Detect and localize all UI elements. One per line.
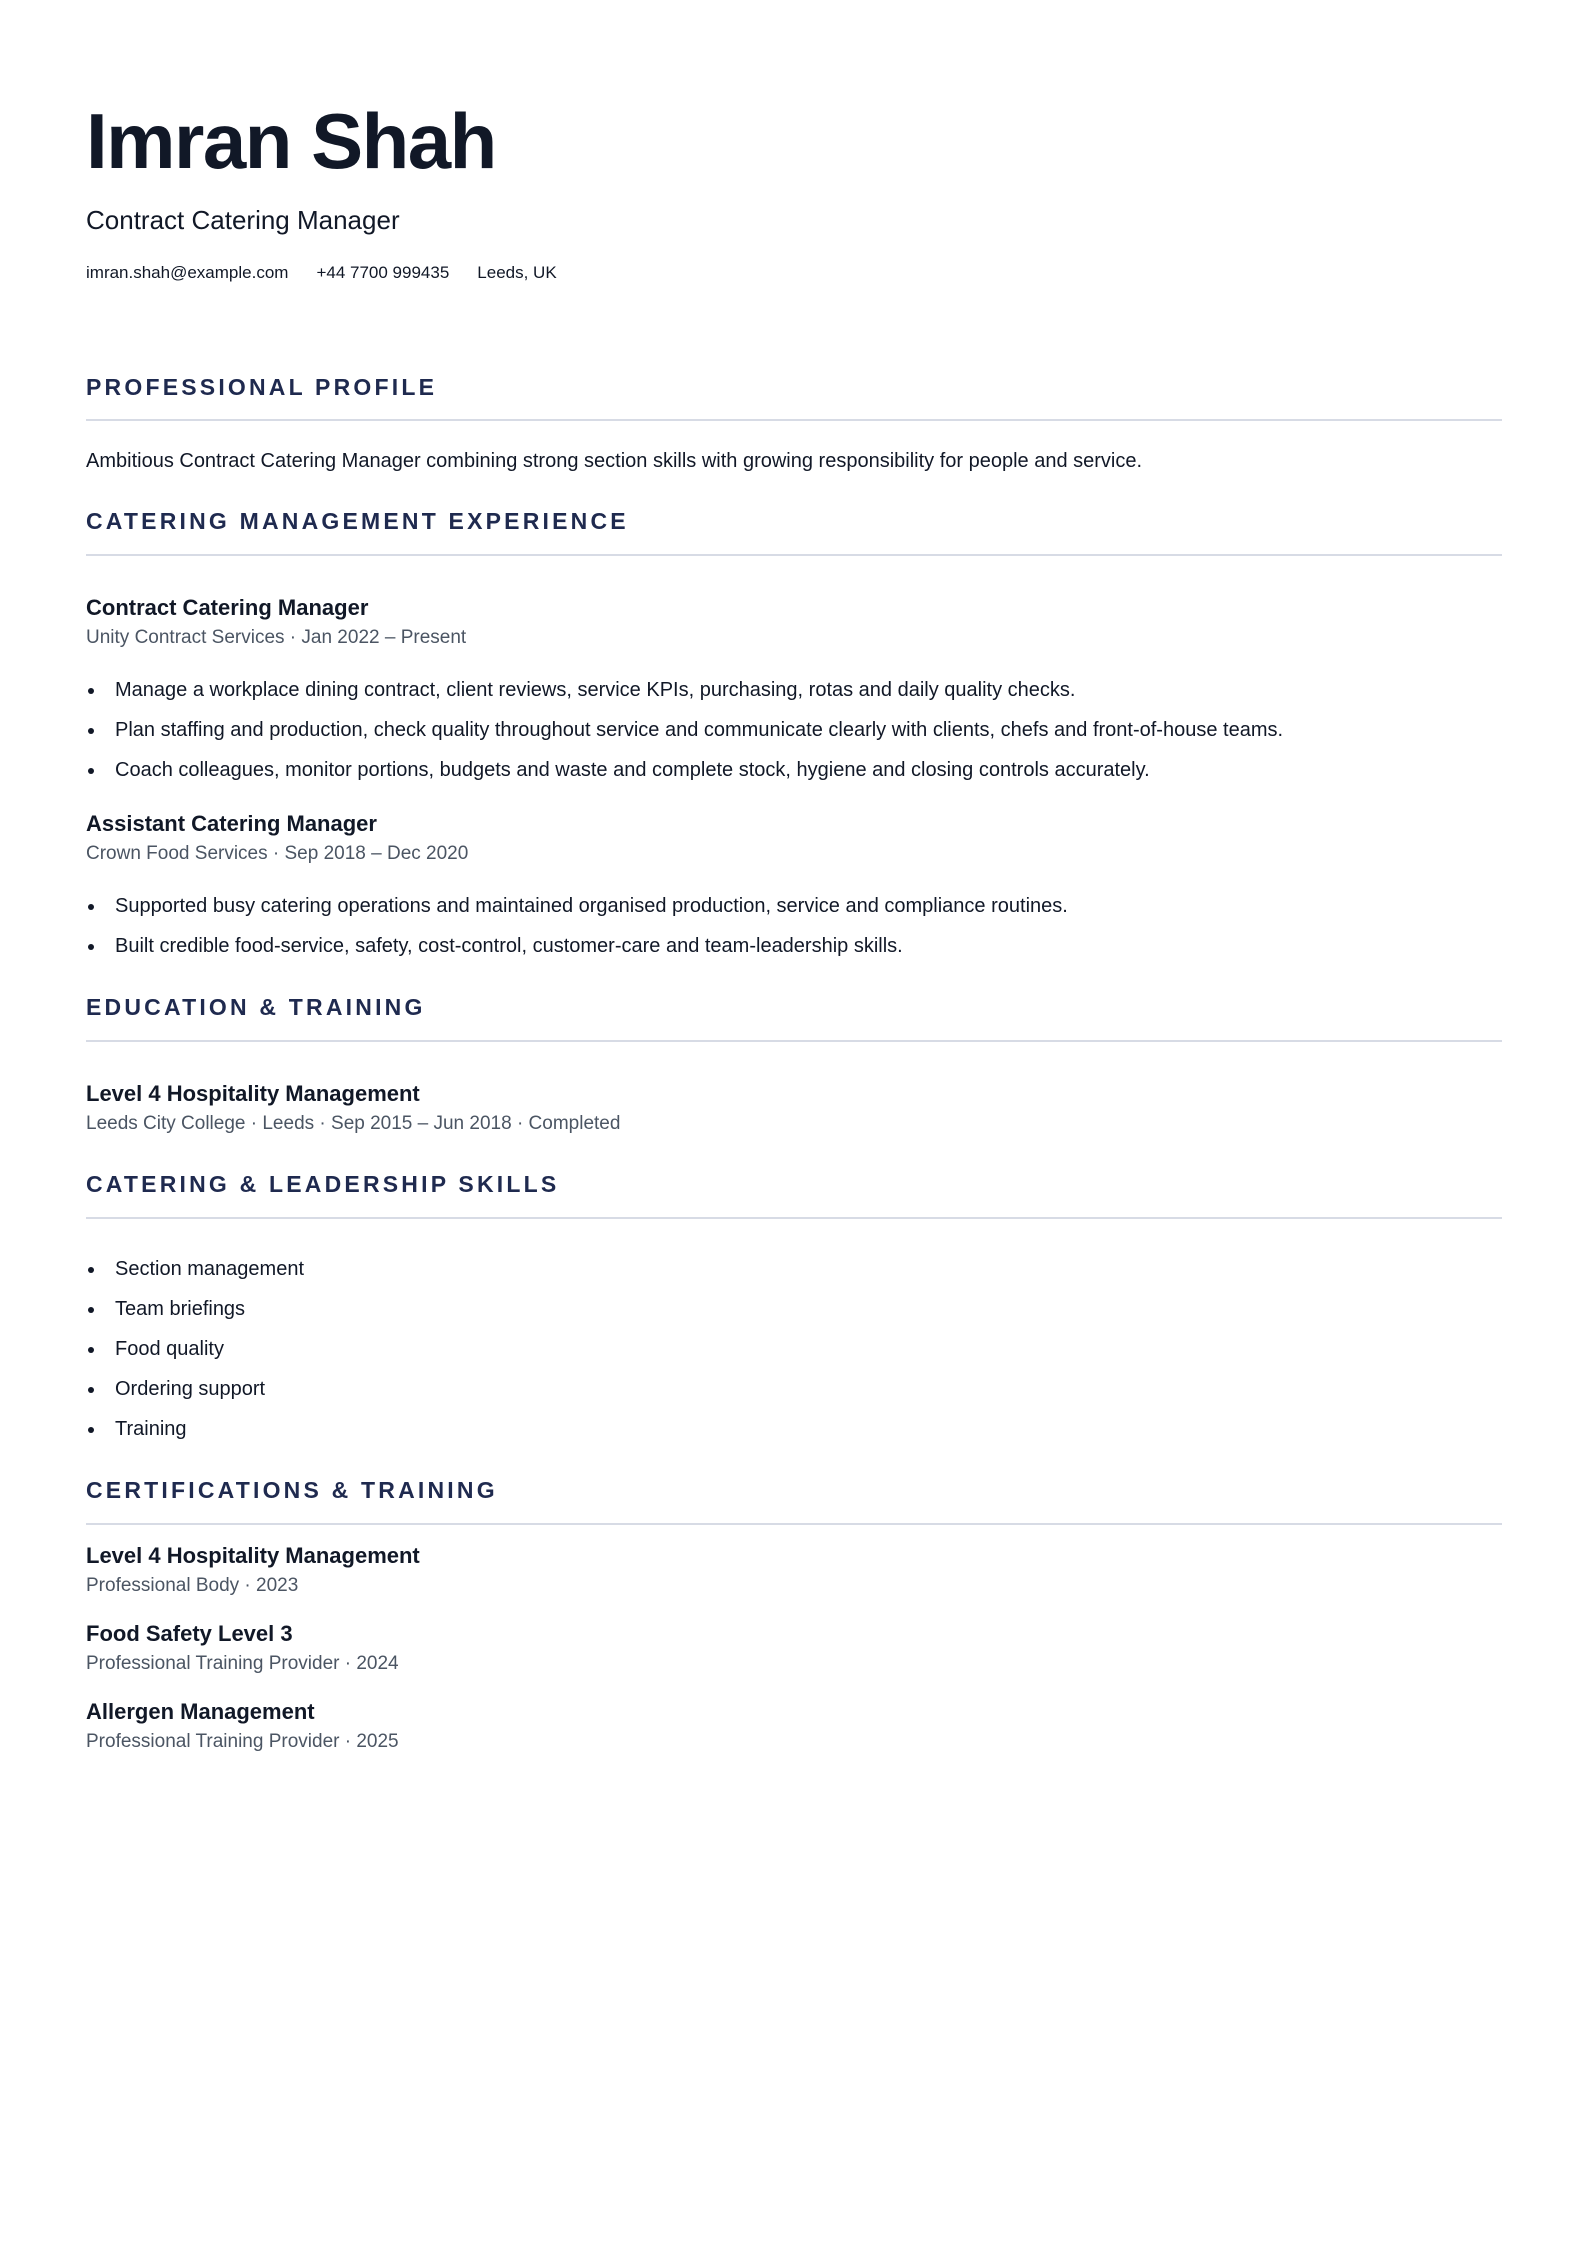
section-divider [86,1217,1502,1219]
candidate-headline: Contract Catering Manager [86,205,400,235]
certification-item [86,1698,1502,1754]
certification-meta: Professional Body · 2023 [86,1575,299,1596]
education-meta: Leeds City College · Leeds · Sep 2015 – Jun 2018 · Completed [86,1113,621,1134]
job-bullet: Coach colleagues, monitor portions, budgets and waste and complete stock, hygiene and closing controls accurately. [86,757,1502,783]
job-bullet: Built credible food-service, safety, cost-control, customer-care and team-leadership skills. [86,933,1502,959]
experience-section [86,507,1502,959]
experience-list [86,594,1502,959]
experience-item [86,810,1502,959]
skill-item: Team briefings [86,1296,1502,1322]
skill-item: Ordering support [86,1376,1502,1402]
certifications-section [86,1476,1502,1754]
section-divider [86,419,1502,421]
section-title-certifications: CERTIFICATIONS & TRAINING [86,1477,498,1503]
contact-email[interactable]: imran.shah@example.com [86,263,289,282]
certification-meta: Professional Training Provider · 2025 [86,1731,399,1752]
skill-item: Training [86,1416,1502,1442]
job-meta: Unity Contract Services · Jan 2022 – Present [86,627,467,648]
section-title-experience: CATERING MANAGEMENT EXPERIENCE [86,508,629,534]
skill-item: Section management [86,1256,1502,1282]
job-bullets [86,677,1502,783]
section-divider [86,1523,1502,1525]
section-title-profile: PROFESSIONAL PROFILE [86,374,438,400]
candidate-name: Imran Shah [86,97,496,185]
job-meta: Crown Food Services · Sep 2018 – Dec 2020 [86,843,469,864]
job-bullet: Plan staffing and production, check quality throughout service and communicate clearly with clients, chefs and front-of-house teams. [86,717,1502,743]
certification-item [86,1620,1502,1676]
education-section [86,993,1502,1136]
certification-item [86,1542,1502,1598]
certification-meta: Professional Training Provider · 2024 [86,1653,399,1674]
skills-section [86,1170,1502,1442]
resume-header [86,0,1502,284]
profile-section [86,373,1502,474]
job-title: Contract Catering Manager [86,595,369,620]
education-title: Level 4 Hospitality Management [86,1081,420,1106]
job-bullet: Manage a workplace dining contract, client reviews, service KPIs, purchasing, rotas and daily quality checks. [86,677,1502,703]
section-title-skills: CATERING & LEADERSHIP SKILLS [86,1171,560,1197]
section-divider [86,1040,1502,1042]
experience-item [86,594,1502,783]
section-title-education: EDUCATION & TRAINING [86,994,426,1020]
contact-line [86,262,1502,284]
job-bullets [86,893,1502,959]
job-bullet: Supported busy catering operations and maintained organised production, service and compliance routines. [86,893,1502,919]
certification-title: Food Safety Level 3 [86,1621,293,1646]
skills-list [86,1256,1502,1442]
job-title: Assistant Catering Manager [86,811,377,836]
section-divider [86,554,1502,556]
certification-title: Level 4 Hospitality Management [86,1543,420,1568]
certification-title: Allergen Management [86,1699,315,1724]
contact-location: Leeds, UK [477,263,557,282]
skill-item: Food quality [86,1336,1502,1362]
contact-phone[interactable]: +44 7700 999435 [316,263,450,282]
education-item [86,1080,1502,1136]
profile-summary: Ambitious Contract Catering Manager combining strong section skills with growing responsibility for people and service. [86,450,1143,472]
